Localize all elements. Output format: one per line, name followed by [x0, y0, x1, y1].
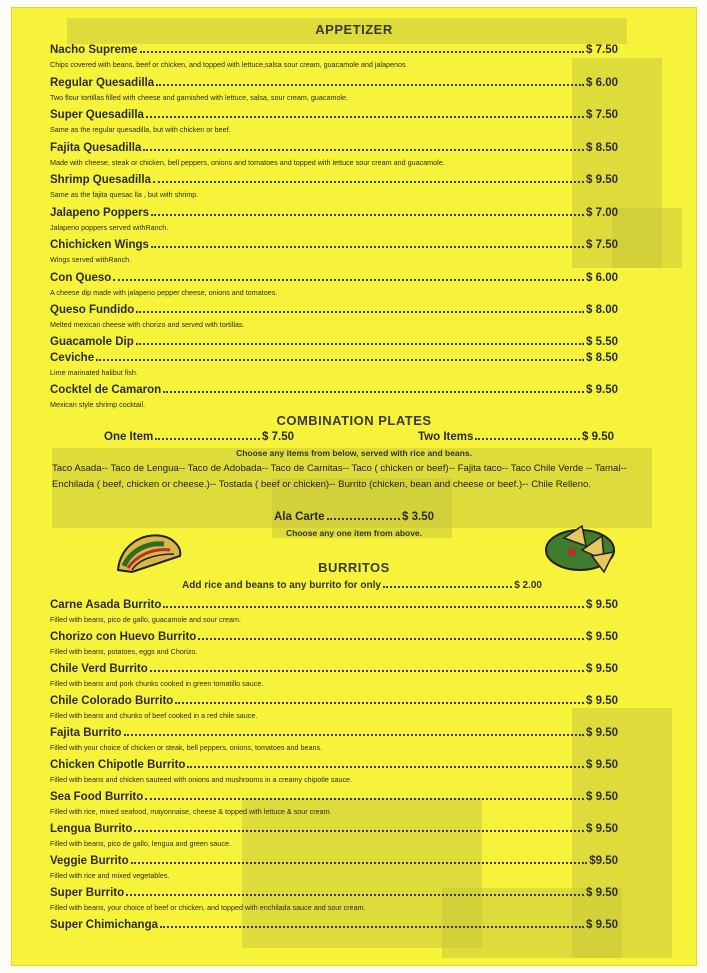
item-name: Chichicken Wings	[50, 239, 149, 251]
menu-item	[50, 107, 618, 121]
menu-item	[50, 172, 618, 186]
combo-two-items	[418, 431, 614, 443]
menu-item	[50, 302, 618, 316]
menu-item	[50, 382, 618, 396]
item-description: Filled with beans and chunks of beef cooked in a red chile sauce.	[50, 711, 258, 720]
item-name: Chile Colorado Burrito	[50, 695, 174, 707]
item-price: $ 7.50	[586, 109, 618, 121]
item-description: Filled with beans, pico de gallo, lengua and green sauce.	[50, 839, 232, 848]
item-name: Queso Fundido	[50, 304, 135, 316]
item-price: $ 9.50	[586, 791, 618, 803]
item-price: $ 9.50	[586, 631, 618, 643]
item-name: Ceviche	[50, 352, 95, 364]
combo-one-item	[104, 431, 294, 443]
item-name: Chicken Chipotle Burrito	[50, 759, 186, 771]
addon-text: Add rice and beans to any burrito for only	[182, 580, 381, 591]
leader-dots	[124, 734, 584, 736]
leader-dots	[475, 438, 580, 440]
burrito-addon-line	[182, 580, 542, 591]
item-price: $ 7.50	[586, 239, 618, 251]
leader-dots	[163, 391, 584, 393]
combo-one-price: $ 7.50	[262, 431, 294, 443]
menu-item	[50, 789, 618, 803]
menu-item	[50, 629, 618, 643]
alacarte-price: $ 3.50	[402, 511, 434, 523]
item-description: Filled with beans and pork chunks cooked in green tomatillo sauce.	[50, 679, 264, 688]
item-price: $ 8.50	[586, 352, 618, 364]
leader-dots	[136, 343, 584, 345]
menu-item	[50, 757, 618, 771]
leader-dots	[143, 149, 584, 151]
item-description: Filled with your choice of chicken or steak, bell peppers, onions, tomatoes and beans.	[50, 743, 323, 752]
item-price: $ 9.50	[586, 919, 618, 931]
leader-dots	[145, 798, 584, 800]
menu-item	[50, 725, 618, 739]
item-description: Filled with beans and chicken sauteed with onions and mushrooms in a creamy chipotle sauce.	[50, 775, 353, 784]
menu-item	[50, 334, 618, 348]
item-description: Made with cheese, steak or chicken, bell peppers, onions and tomatoes and topped with lettuce sour cream and guacamole.	[50, 157, 445, 167]
item-price: $ 9.50	[586, 727, 618, 739]
item-description: Filled with rice and mixed vegetables.	[50, 871, 170, 880]
leader-dots	[175, 702, 584, 704]
alacarte-line	[274, 511, 434, 523]
leader-dots	[136, 311, 584, 313]
item-description: Melted mexican cheese with chorizo and served with tortillas.	[50, 320, 245, 329]
item-description: A cheese dip made with jalapeno pepper cheese, onions and tomatoes.	[50, 287, 278, 297]
item-price: $ 8.50	[586, 141, 618, 154]
item-description: Filled with beans, pico de gallo, guacamole and sour cream.	[50, 615, 241, 624]
item-name: Super Chimichanga	[50, 919, 158, 931]
alacarte-label: Ala Carte	[274, 511, 325, 523]
burritos-title: BURRITOS	[318, 560, 390, 575]
leader-dots	[153, 181, 584, 183]
leader-dots	[96, 359, 584, 361]
item-name: Carne Asada Burrito	[50, 599, 162, 611]
item-name: Super Quesadilla	[50, 109, 144, 121]
menu-item	[50, 821, 618, 835]
menu-item	[50, 237, 618, 251]
item-description: Same as the regular quesadilla, but with chicken or beef.	[50, 125, 231, 134]
leader-dots	[155, 438, 260, 440]
item-description: Jalapeno poppers served withRanch.	[50, 222, 169, 232]
item-description: Two flour tortillas filled with cheese and garnished with lettuce, salsa, sour cream, guacamole.	[50, 92, 349, 102]
item-price: $ 9.50	[586, 759, 618, 771]
item-description: Same as the fajita quesac lla , but with shrimp.	[50, 190, 199, 199]
item-price: $ 9.50	[586, 887, 618, 899]
menu-item	[50, 661, 618, 675]
leader-dots	[327, 518, 401, 520]
leader-dots	[187, 766, 584, 768]
item-name: Veggie Burrito	[50, 855, 129, 867]
item-name: Shrimp Quesadilla	[50, 174, 151, 186]
item-name: Jalapeno Poppers	[50, 206, 150, 219]
leader-dots	[151, 246, 584, 248]
item-price: $ 7.00	[586, 206, 618, 219]
menu-item	[50, 853, 618, 867]
item-name: Chorizo con Huevo Burrito	[50, 631, 197, 643]
item-name: Regular Quesadilla	[50, 76, 155, 89]
menu-item	[50, 270, 618, 284]
combo-two-price: $ 9.50	[582, 431, 614, 443]
item-description: Filled with beans, potatoes, eggs and Chorizo.	[50, 647, 198, 656]
item-name: Chile Verd Burrito	[50, 663, 148, 675]
addon-price: $ 2.00	[514, 580, 542, 591]
item-price: $9.50	[589, 855, 618, 867]
item-price: $ 8.00	[586, 304, 618, 316]
combo-two-label: Two Items	[418, 431, 474, 443]
item-price: $ 9.50	[586, 599, 618, 611]
menu-item	[50, 140, 618, 154]
leader-dots	[150, 670, 584, 672]
item-price: $ 9.50	[586, 384, 618, 396]
menu-item	[50, 597, 618, 611]
item-description: Chips covered with beans, beef or chicken, and topped with lettuce,salsa sour cream, guacamole and jalapenos	[50, 60, 406, 69]
leader-dots	[134, 830, 584, 832]
item-name: Cocktel de Camaron	[50, 384, 162, 396]
menu-page	[12, 8, 696, 965]
item-description: Filled with rice, mixed seafood, mayonnaise, cheese & topped with lettuce & sour cream.	[50, 807, 332, 816]
item-name: Sea Food Burrito	[50, 791, 144, 803]
leader-dots	[126, 894, 584, 896]
item-price: $ 9.50	[586, 823, 618, 835]
menu-item	[50, 42, 618, 56]
item-description: Lime marinated halibut fish.	[50, 368, 138, 377]
leader-dots	[198, 638, 584, 640]
combo-choose-text: Choose any items from below, served with rice and beans.	[236, 448, 472, 458]
appetizer-title: APPETIZER	[315, 22, 393, 37]
leader-dots	[131, 862, 588, 864]
combo-one-label: One Item	[104, 431, 154, 443]
combo-item-list: Taco Asada-- Taco de Lengua-- Taco de Adobada-- Taco de Carnitas-- Taco ( chicken or beef)-- Fajita taco-- Taco Chile Verde -- Tamal-- Enchilada ( beef, chicken or cheese.)-- Tostada ( beef or chicken)-- Burrito (chicken, bean and cheese or beef.)-- Chile Relleno.	[52, 463, 627, 490]
item-name: Con Queso	[50, 271, 112, 284]
leader-dots	[140, 51, 584, 53]
item-description: Wings served withRanch.	[50, 255, 132, 264]
item-price: $ 7.50	[586, 44, 618, 56]
item-name: Fajita Quesadilla	[50, 141, 142, 154]
leader-dots	[146, 116, 584, 118]
menu-item	[50, 205, 618, 219]
item-description: Mexican style shrimp cocktail.	[50, 400, 146, 409]
item-name: Lengua Burrito	[50, 823, 133, 835]
menu-item	[50, 693, 618, 707]
menu-item	[50, 917, 618, 931]
item-name: Fajita Burrito	[50, 727, 122, 739]
item-price: $ 9.50	[586, 663, 618, 675]
item-description: Filled with beans, your choice of beef or chicken, and topped with enchilada sauce and sour cream.	[50, 903, 366, 912]
item-price: $ 6.00	[586, 271, 618, 284]
leader-dots	[163, 606, 584, 608]
item-price: $ 5.50	[586, 336, 618, 348]
item-price: $ 9.50	[586, 174, 618, 186]
item-name: Guacamole Dip	[50, 336, 134, 348]
alacarte-note: Choose any one item from above.	[285, 528, 423, 538]
leader-dots	[160, 926, 584, 928]
leader-dots	[156, 84, 584, 86]
menu-item	[50, 885, 618, 899]
leader-dots	[151, 214, 584, 216]
item-name: Nacho Supreme	[50, 44, 138, 56]
item-name: Super Burrito	[50, 887, 125, 899]
item-price: $ 6.00	[586, 76, 618, 89]
leader-dots	[113, 279, 584, 281]
item-price: $ 9.50	[586, 695, 618, 707]
menu-item	[50, 350, 618, 364]
menu-item	[50, 75, 618, 89]
leader-dots	[383, 580, 512, 588]
combination-title: COMBINATION PLATES	[276, 413, 432, 428]
